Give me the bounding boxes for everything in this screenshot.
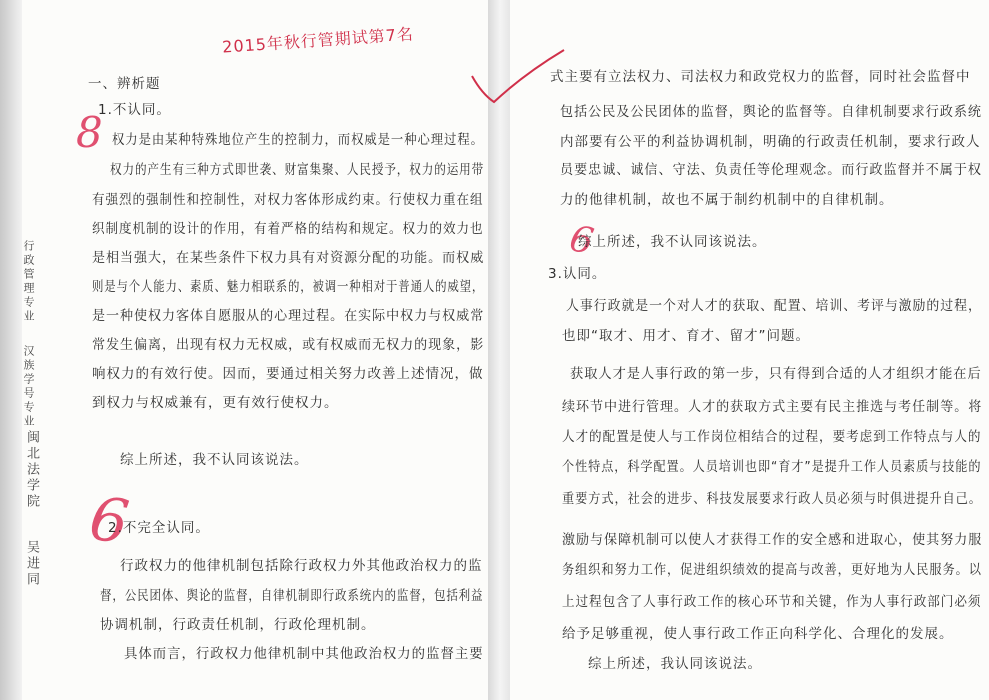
right-line-5: 综上所述，我不认同该说法。 xyxy=(578,234,767,250)
left-line-5: 织制度机制的设计的作用，有着严格的结构和规定。权力的效力也 xyxy=(92,221,484,237)
right-line-2: 内部要有公平的利益协调机制，明确的行政责任机制，要求行政人 xyxy=(560,134,981,150)
side-label-school: 闽北法学院 xyxy=(24,430,39,510)
left-line-4: 有强烈的强制性和控制性，对权力客体形成约束。行使权力重在组 xyxy=(92,192,484,208)
right-line-6: 3.认同。 xyxy=(548,266,607,282)
side-label-major: 行政管理专业 xyxy=(22,240,35,324)
right-line-12: 个性特点，科学配置。人员培训也即“育才”是提升工作人员素质与技能的 xyxy=(562,459,982,475)
left-line-11: 到权力与权威兼有，更有效行使权力。 xyxy=(92,395,339,411)
left-line-7: 则是与个人能力、素质、魅力相联系的，被调一种相对于普通人的威望， xyxy=(92,279,485,295)
left-line-15: 督，公民团体、舆论的监督，自律机制即行政系统内的监督，包括利益 xyxy=(100,588,484,604)
right-line-11: 人才的配置是使人与工作岗位相结合的过程，要考虑到工作特点与人的 xyxy=(562,429,982,445)
left-line-13: 2.不完全认同。 xyxy=(108,520,210,536)
left-line-8: 是一种使权力客体自愿服从的心理过程。在实际中权力与权威常 xyxy=(92,308,485,324)
right-line-13: 重要方式，社会的进步、科技发展要求行政人员必须与时俱进提升自己。 xyxy=(562,491,982,507)
score-q1: 8 xyxy=(76,108,103,157)
right-line-8: 也即“取才、用才、育才、留才”问题。 xyxy=(562,328,810,344)
red-header-note: 2015年秋行管期试第7名 xyxy=(221,24,415,57)
left-line-9: 常发生偏离，出现有权力无权威，或有权威而无权力的现象，影 xyxy=(92,337,485,353)
left-line-14: 行政权力的他律机制包括除行政权力外其他政治权力的监 xyxy=(120,558,483,574)
score-q2: 6 xyxy=(85,483,133,559)
left-line-2: 权力是由某种特殊地位产生的控制力，而权威是一种心理过程。 xyxy=(112,132,484,148)
left-line-16: 协调机制，行政责任机制，行政伦理机制。 xyxy=(100,617,376,633)
left-line-10: 响权力的有效行使。因而，要通过相关努力改善上述情况，做 xyxy=(92,366,484,382)
left-line-1: 1.不认同。 xyxy=(98,102,171,118)
side-label-name: 吴进同 xyxy=(24,540,39,588)
left-line-3: 权力的产生有三种方式即世袭、财富集聚、人民授予，权力的运用带 xyxy=(110,162,485,178)
right-line-15: 务组织和努力工作，促进组织绩效的提高与改善，更好地为人民服务。以 xyxy=(562,562,982,578)
right-line-17: 给予足够重视，使人事行政工作正向科学化、合理化的发展。 xyxy=(562,626,954,642)
side-label-student-id: 汉族学号专业 xyxy=(22,345,35,429)
page-edge xyxy=(0,0,22,700)
right-line-0: 式主要有立法权力、司法权力和政党权力的监督，同时社会监督中 xyxy=(550,69,971,85)
score-q3: 6 xyxy=(565,218,597,263)
left-line-6: 是相当强大，在某些条件下权力具有对资源分配的功能。而权威 xyxy=(92,250,485,266)
right-line-18: 综上所述，我认同该说法。 xyxy=(588,656,762,672)
right-line-9: 获取人才是人事行政的第一步，只有得到合适的人才组织才能在后 xyxy=(570,366,982,382)
right-line-1: 包括公民及公民团体的监督，舆论的监督等。自律机制要求行政系统 xyxy=(560,104,982,120)
left-line-17: 具体而言，行政权力他律机制中其他政治权力的监督主要 xyxy=(124,646,484,662)
right-line-3: 员要忠诚、诚信、守法、负责任等伦理观念。而行政监督并不属于权 xyxy=(560,162,982,178)
left-line-0: 一、辨析题 xyxy=(88,76,161,92)
right-line-4: 力的他律机制，故也不属于制约机制中的自律机制。 xyxy=(560,192,894,208)
left-line-12: 综上所述，我不认同该说法。 xyxy=(120,452,309,468)
right-line-10: 续环节中进行管理。人才的获取方式主要有民主推选与考任制等。将 xyxy=(562,399,983,415)
right-line-16: 上过程包含了人事行政工作的核心环节和关键，作为人事行政部门必须 xyxy=(562,594,982,610)
right-line-7: 人事行政就是一个对人才的获取、配置、培训、考评与激励的过程， xyxy=(566,298,982,314)
right-line-14: 激励与保障机制可以使人才获得工作的安全感和进取心，使其努力服 xyxy=(562,532,983,548)
